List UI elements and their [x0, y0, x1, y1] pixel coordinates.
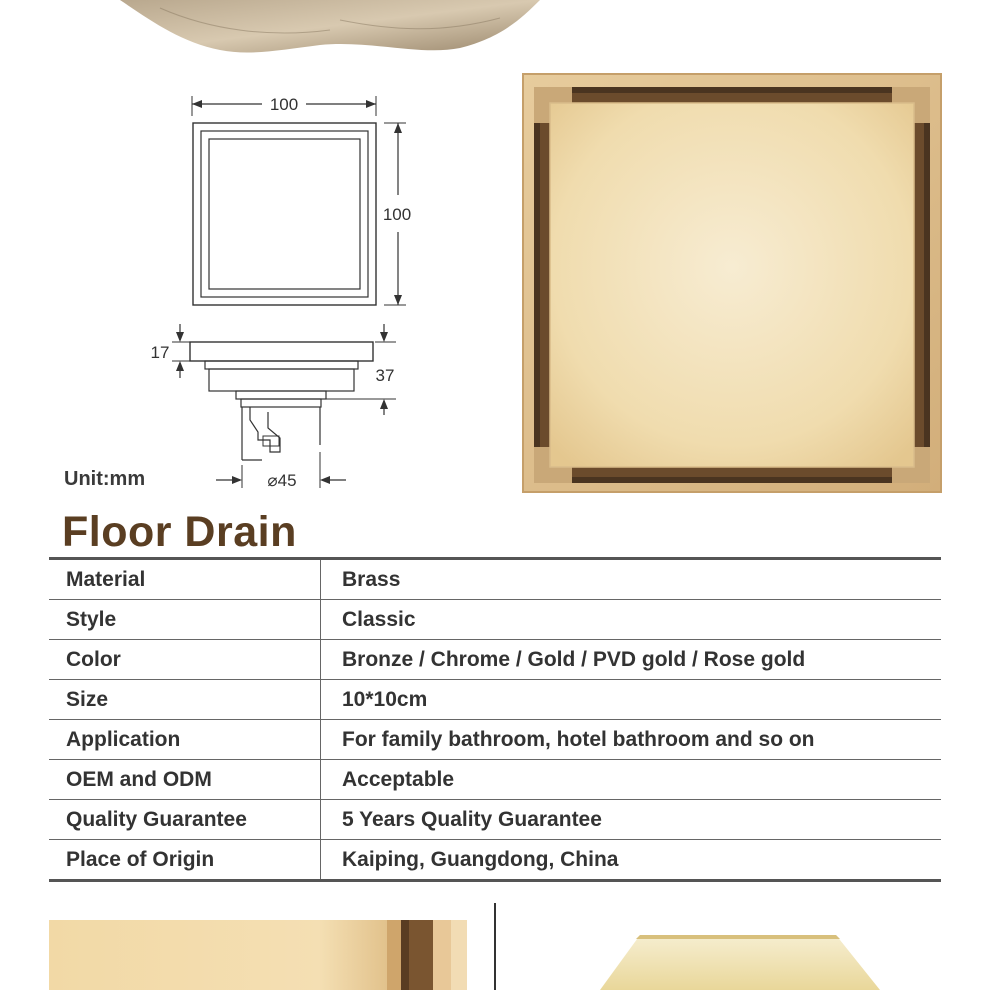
spec-key: Material [49, 559, 321, 600]
spec-value: For family bathroom, hotel bathroom and so on [321, 720, 942, 760]
table-row [49, 559, 941, 600]
table-row [49, 800, 941, 840]
table-row [49, 760, 941, 800]
spec-key: Size [49, 680, 321, 720]
bottom-left-photo [49, 920, 467, 990]
vertical-divider [494, 903, 496, 990]
dim-flange-height: 17 [150, 343, 170, 362]
spec-value: Acceptable [321, 760, 942, 800]
product-photo [522, 73, 942, 493]
bottom-right-photo [600, 935, 880, 990]
spec-key: Color [49, 640, 321, 680]
spec-key: Style [49, 600, 321, 640]
decorative-stone-image [120, 0, 540, 58]
spec-value: 10*10cm [321, 680, 942, 720]
dim-outlet-diameter: ⌀45 [267, 471, 297, 490]
dim-top-width: 100 [269, 95, 299, 114]
spec-key: Application [49, 720, 321, 760]
spec-value: Brass [321, 559, 942, 600]
dim-top-height: 100 [382, 205, 412, 224]
spec-value: Classic [321, 600, 942, 640]
table-row [49, 600, 941, 640]
technical-drawing [0, 60, 500, 510]
page-title: Floor Drain [62, 508, 297, 556]
dim-total-depth: 37 [375, 366, 395, 385]
spec-table [49, 557, 941, 882]
table-row [49, 840, 941, 881]
spec-key: Place of Origin [49, 840, 321, 881]
table-row [49, 720, 941, 760]
table-row [49, 680, 941, 720]
spec-key: Quality Guarantee [49, 800, 321, 840]
table-row [49, 640, 941, 680]
spec-value: Kaiping, Guangdong, China [342, 847, 619, 871]
spec-value: Bronze / Chrome / Gold / PVD gold / Rose gold [321, 640, 942, 680]
unit-label: Unit:mm [64, 468, 146, 490]
spec-value: 5 Years Quality Guarantee [321, 800, 942, 840]
spec-key: OEM and ODM [49, 760, 321, 800]
